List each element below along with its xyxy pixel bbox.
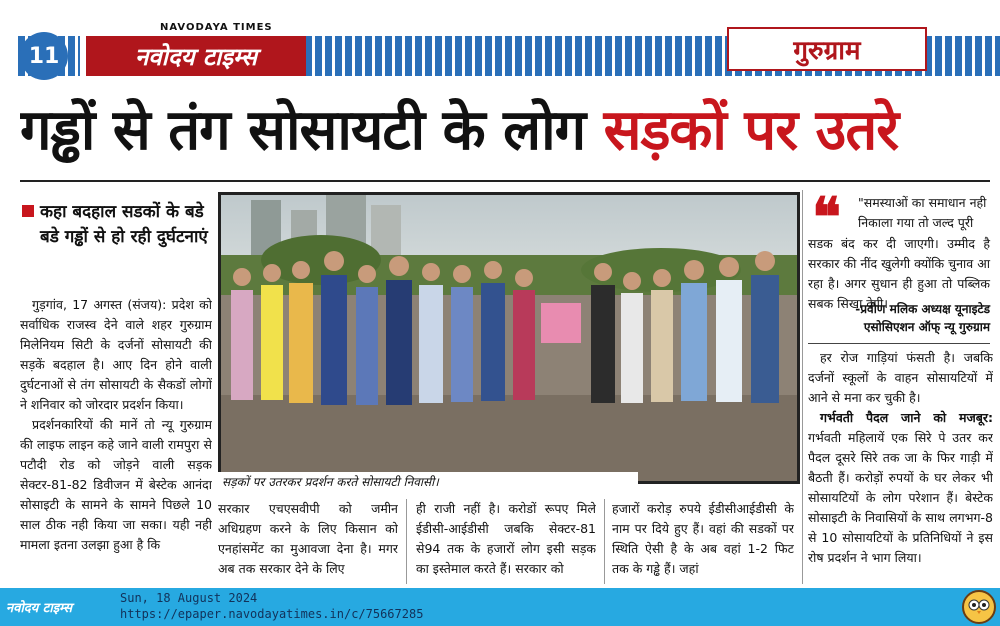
article-column-4: हजारों करोड़ रुपये ईडीसीआईडीसी के नाम पर दिये हुए हैं। वहां की सडकों पर स्थिति ऐसी है के अब वहां 1-2 फिट तक के गड्ढे हैं। जहां bbox=[612, 501, 794, 576]
headline-rule bbox=[20, 180, 990, 182]
page-headline bbox=[20, 90, 995, 180]
quote-text-top: "समस्याओं का समाधान नही निकाला गया तो जल्द पूरी bbox=[858, 195, 987, 230]
column5-paragraph-2-text: गर्भवती महिलायें एक सिरे पे उतर कर पैदल दूसरे सिरे तक जा के फिर गाड़ी में बैठती हैं। करोड़ों रुपयों के घर लेकर भी सोसायटियों के लोग परेशान हैं। बेस्टेक सोसाइटी के निवासियों के साथ लगभग-8 से 10 सोसायटियों के प्रतिनिधियों ने इस रोष प्रदर्शन ने भाग लिया। bbox=[808, 430, 993, 565]
footer-url[interactable]: https://epaper.navodayatimes.in/c/75667285 bbox=[120, 607, 424, 621]
headline-part1: गड्ढों से तंग सोसायटी के लोग bbox=[20, 98, 604, 163]
column5-paragraph-1: हर रोज गाड़ियां फंसती है। जबकि दर्जनों स्कूलों के वाहन सोसायटियों में आने से मना कर चुकी है। bbox=[808, 350, 993, 405]
column5-paragraph-2 bbox=[808, 408, 993, 568]
subheading: कहा बदहाल सडकों के बडे बडे गड्ढों से हो रही दुर्घटनाएं bbox=[40, 202, 208, 247]
quote-attribution-line2: एसोसिएशन ऑफ् न्यू गुरुग्राम bbox=[863, 320, 990, 334]
quote-attribution-line1: -प्रवीण मलिक अध्यक्ष यूनाइटेड bbox=[855, 302, 990, 316]
footer-logo: नवोदय टाइम्स bbox=[6, 601, 73, 616]
column-divider bbox=[802, 190, 803, 584]
headline-part2: सड़कों पर उतरे bbox=[603, 98, 899, 163]
page-number: 11 bbox=[20, 32, 68, 80]
masthead-logo: नवोदय टाइम्स bbox=[86, 36, 306, 76]
photo-caption: सड़कों पर उतरकर प्रदर्शन करते सोसायटी निवासी। bbox=[218, 472, 638, 492]
article-column-3: ही राजी नहीं है। करोडों रूपए मिले ईडीसी-आईडीसी जबकि सेक्टर-81 से94 तक के हजारों लोग इसी सड़क का इस्तेमाल करते हैं। सरकार को bbox=[416, 501, 596, 576]
quote-text-rest: सडक बंद कर दी जाएगी। उम्मीद है सरकार की नींद खुलेगी क्योंकि चुनाव आ रहा है। अगर सुधान ही हुआ तो पब्लिक सबक सिखा देगी। bbox=[808, 236, 990, 311]
footer-date: Sun, 18 August 2024 bbox=[120, 591, 258, 605]
article-column-2: सरकार एचएसवीपी को जमीन अधिग्रहण करने के लिए किसान को एनहांसमेंट का मुआवजा देना है। मगर अब तक सरकार देने के लिए bbox=[218, 501, 398, 576]
city-label: गुरुग्राम bbox=[727, 27, 927, 71]
quote-attribution bbox=[808, 300, 990, 336]
column-divider bbox=[604, 499, 605, 584]
owl-mascot-icon bbox=[962, 590, 996, 624]
masthead-small-title: NAVODAYA TIMES bbox=[160, 22, 273, 33]
protest-photo bbox=[218, 192, 800, 484]
article-column-5 bbox=[808, 348, 993, 584]
quote-mark-icon: ❝ bbox=[812, 185, 842, 249]
column1-paragraph-1: गुड़गांव, 17 अगस्त (संजय): प्रदेश को सर्वाधिक राजस्व देने वाले शहर गुरुग्राम मिलेनियम सिटी के दर्जनों सोसायटी की सड़कें बदहाल है। आए दिन होने वाली दुर्घटनाओं से तंग सोसायटी के सैकडों लोगों ने शनिवार को जोरदार प्रदर्शन किया। bbox=[20, 297, 212, 412]
owl-mascot-drawing bbox=[964, 592, 994, 622]
protest-photo-image bbox=[221, 195, 797, 481]
column5-subhead: गर्भवती पैदल जाने को मजबूर: bbox=[820, 410, 993, 425]
article-column-1 bbox=[20, 295, 212, 585]
column-divider bbox=[406, 499, 407, 584]
column1-paragraph-2: प्रदर्शनकारियों की मानें तो न्यू गुरुग्राम की लाइफ लाइन कहे जाने वाली रामपुरा से पटौदी रोड को जोड़ने वाली सड़क सेक्टर-81-82 डिवीजन में बेस्टेक आनंदा सोसाइटी के सामने के सामने पिछले 10 साल ठीक नही किया जा सका। यही नही मामला इतना उलझा हुआ है कि bbox=[20, 417, 212, 552]
quote-rule bbox=[808, 343, 990, 344]
